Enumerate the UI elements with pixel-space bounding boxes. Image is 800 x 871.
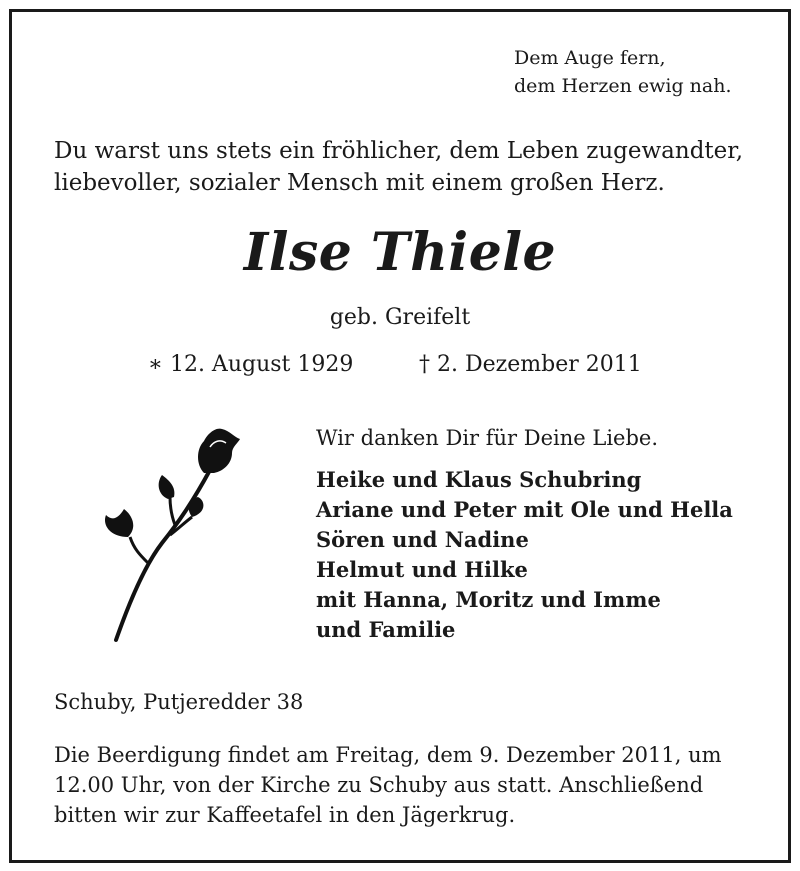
intro-line: liebevoller, sozialer Mensch mit einem großen Herz. bbox=[54, 170, 665, 196]
motto-line: dem Herzen ewig nah. bbox=[514, 75, 732, 97]
rose-icon bbox=[100, 425, 245, 645]
family-list bbox=[316, 465, 733, 645]
family-member: Helmut und Hilke bbox=[316, 557, 528, 582]
thanks-line: Wir danken Dir für Deine Liebe. bbox=[316, 426, 659, 450]
maiden-name: geb. Greifelt bbox=[329, 305, 471, 330]
funeral-line: 12.00 Uhr, von der Kirche zu Schuby aus statt. Anschließend bbox=[54, 773, 704, 797]
deceased-name: Ilse Thiele bbox=[243, 222, 557, 283]
intro-text bbox=[54, 135, 743, 199]
funeral-line: Die Beerdigung findet am Freitag, dem 9. Dezember 2011, um bbox=[54, 743, 722, 767]
motto-line: Dem Auge fern, bbox=[514, 47, 666, 69]
birth-date: ∗ 12. August 1929 bbox=[148, 352, 354, 377]
funeral-info bbox=[54, 740, 722, 830]
death-date: † 2. Dezember 2011 bbox=[419, 352, 642, 377]
family-member: mit Hanna, Moritz und Imme bbox=[316, 587, 661, 612]
address: Schuby, Putjeredder 38 bbox=[54, 690, 304, 714]
family-member: und Familie bbox=[316, 617, 456, 642]
motto bbox=[514, 44, 732, 100]
family-member: Sören und Nadine bbox=[316, 527, 529, 552]
family-member: Ariane und Peter mit Ole und Hella bbox=[316, 497, 733, 522]
funeral-line: bitten wir zur Kaffeetafel in den Jägerkrug. bbox=[54, 803, 516, 827]
intro-line: Du warst uns stets ein fröhlicher, dem Leben zugewandter, bbox=[54, 138, 744, 164]
family-member: Heike und Klaus Schubring bbox=[316, 467, 642, 492]
